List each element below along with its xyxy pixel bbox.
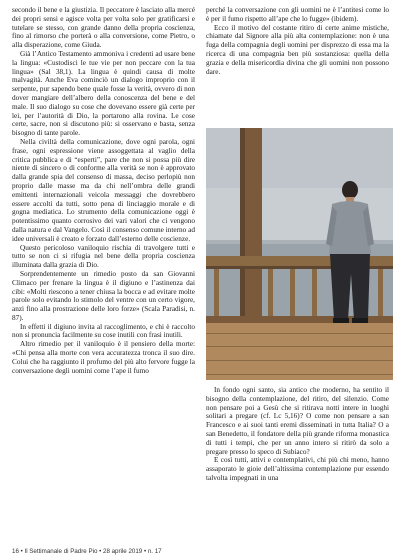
paragraph: perché la conversazione con gli uomini ne è l’antitesi come lo è per il fumo rispetto all’ape che lo fugge» (ibidem). <box>206 6 389 23</box>
paragraph: Nella civiltà della comunicazione, dove ogni parola, ogni frase, ogni espressione viene assoggettata al vaglio della critica pubblica e di “esperti”, pare che non si possa più dire niente di sincero o di conforme alla verità se non è approvato dalla grande spia del consenso di massa, deciso perlopiù non proprio dalle masse ma da chi nell’ombra delle grandi emittenti internazionali veicola messaggi che dovrebbero essere accolti da tutti, sotto pena di linciaggio morale e di gogna mediatica. Lo strumento della comunicazione oggi è potentissimo quanto corrosivo dei vari valori che ci vengono dalla natura e dal Vangelo. Così il consenso comune interno ad idee universali è creato e forzato dall’esterno delle coscienze. <box>12 137 195 243</box>
paragraph: In fondo ogni santo, sia antico che moderno, ha sentito il bisogno della contemplazione, del ritiro, del silenzio. Come non pensare poi a Gesù che si ritirava notti intere in luoghi solitari a pregare (cf. Lc 5,16)? O come non pensare a san Francesco e ai suoi tanti eremi disseminati in tutta Italia? O a san Benedetto, il fondatore della più grande riforma monastica di tutti i tempi, che per un anno intero si ritirò da solo a pregare presso lo speco di Subiaco? <box>206 386 389 456</box>
page-footer: 16 • Il Settimanale di Padre Pio • 28 aprile 2019 • n. 17 <box>12 548 162 555</box>
paragraph: Già l’Antico Testamento ammoniva i credenti ad usare bene la lingua: «Custodisci le tue vie per non peccare con la tua lingua» (Sal 38,1). La lingua è quindi causa di molte malvagità. Anche Eva cominciò un dialogo improprio con il serpente, pur sapendo bene quale fosse la verità, ovvero di non dover mangiare dell’albero della conoscenza del bene e del male. Il suo dialogo su cose che dovevano essere già certe per lei, per l’autorità di Dio, la portarono alla rovina. Le cose certe, sacre, non si discutono più: si osservano e basta, senza bisogno di tante parole. <box>12 49 195 138</box>
paragraph: In effetti il digiuno invita al raccoglimento, e chi è raccolto non si pronuncia facilmente su cose inutili con frasi inutili. <box>12 322 195 340</box>
paragraph: Questo pericoloso vaniloquio rischia di travolgere tutti e tutto se non ci si rifugia nel bene della propria coscienza illuminata dalla grazia di Dio. <box>12 243 195 270</box>
right-column-bottom <box>206 386 389 483</box>
left-column <box>12 6 195 375</box>
paragraph: Ecco il motivo del costante ritiro di certe anime mistiche, chiamate dal Signore alla più alta contemplazione: non è una fuga della compagnia degli uomini per disprezzo di essa ma la ricerca di una compagnia ben più sostanziosa: quella della grazia e della misericordia divina che gli uomini non possono dare. <box>206 23 389 76</box>
paragraph: Sorprendentemente un rimedio posto da san Giovanni Climaco per frenare la lingua è il digiuno e l’astinenza dai cibi: «Molti riescono a tener chiusa la bocca e ad evitare molte parole solo evitando lo stimolo del ventre con un certo vigore, anzi fino alla prostrazione delle loro forze» (Scala Paradisi, n. 87). <box>12 269 195 322</box>
paragraph: E così tutti, attivi e contemplativi, chi più chi meno, hanno assaporato le gioie dell’altissima contemplazione pur essendo talvolta impegnati in una <box>206 456 389 482</box>
photo-man-on-pier <box>206 128 393 380</box>
paragraph: secondo il bene e la giustizia. Il peccatore è lasciato alla mercé dei propri sensi e agisce volta per volta solo per gratificarsi e tutelare se stesso, con grande danno della propria coscienza, fino al rimorso che porterà o alla conversione, come Pietro, o alla disperazione, come Giuda. <box>12 6 195 50</box>
right-column-top <box>206 6 389 76</box>
paragraph: Altro rimedio per il vaniloquio è il pensiero della morte: «Chi pensa alla morte con vera accuratezza tronca il suo dire. Colui che ha raggiunto il profumo del più alto fervore fugge la conversazione degli uomini come l’ape il fumo <box>12 340 195 375</box>
